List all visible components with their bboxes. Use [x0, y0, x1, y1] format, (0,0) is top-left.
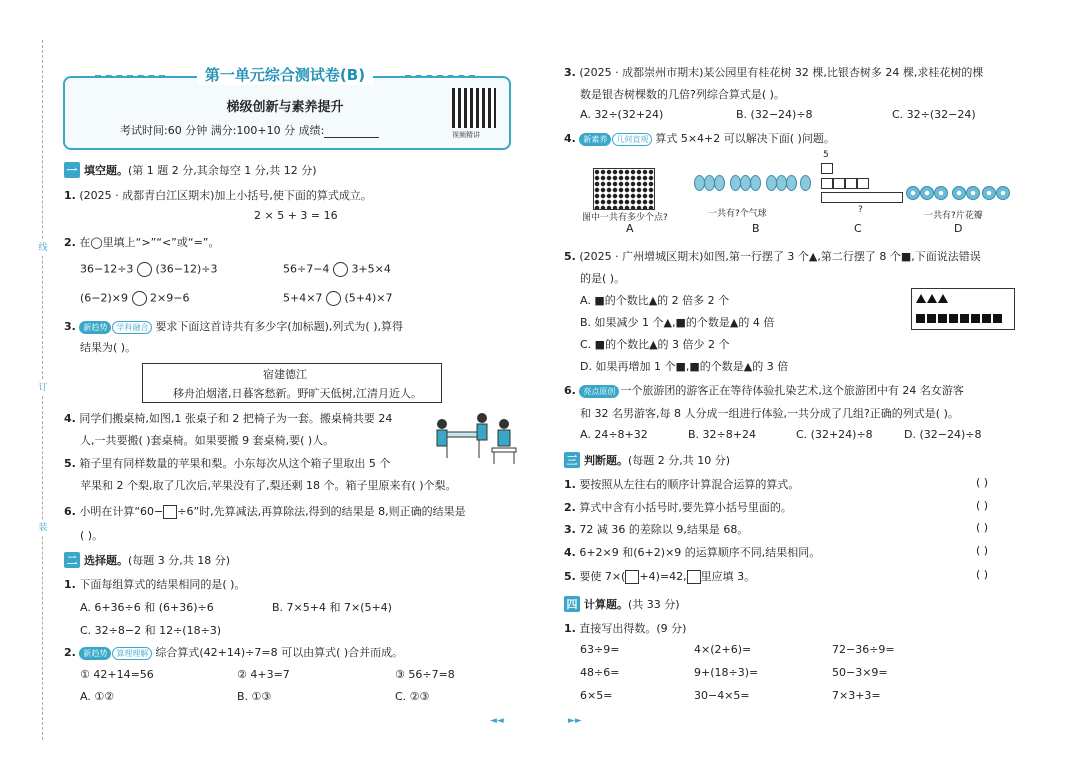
flower-icon — [934, 186, 948, 200]
square-icon — [949, 314, 958, 323]
question-number: 1. — [564, 478, 576, 491]
choice-option-b[interactable]: B. 7×5+4 和 7×(5+4) — [272, 601, 392, 614]
question-text: 里应填 3。 — [700, 570, 756, 583]
question-text: 和 32 名男游客,每 8 人分成一组进行体验,一共分成了几组?正确的列式是( )。 — [580, 407, 959, 420]
compare-item — [80, 291, 189, 306]
section-heading — [64, 552, 230, 568]
triangle-icon — [927, 294, 937, 303]
tag-badge: 学科融合 — [112, 321, 152, 334]
equation-item: ② 4+3=7 — [237, 668, 290, 681]
poem-text: 移舟泊烟渚,日暮客愁新。野旷天低树,江清月近人。 — [173, 387, 422, 400]
question-text: 箱子里有同样数量的苹果和梨。小东每次从这个箱子里取出 5 个 — [79, 457, 391, 470]
square-icon — [982, 314, 991, 323]
equation-item: ① 42+14=56 — [80, 668, 154, 681]
equation-item: ③ 56÷7=8 — [395, 668, 455, 681]
section-title: 判断题。 — [584, 454, 628, 467]
question-text: 算式中含有小括号时,要先算小括号里面的。 — [579, 501, 792, 514]
triangle-row — [916, 293, 949, 306]
qr-code-icon[interactable] — [452, 88, 496, 128]
choice-option-c[interactable]: C. ②③ — [395, 690, 430, 703]
question-text: 结果为( )。 — [80, 341, 137, 354]
bar-segment — [821, 178, 833, 189]
compare-circle[interactable] — [137, 262, 152, 277]
square-icon — [927, 314, 936, 323]
question-text: 算式 5×4+2 可以解决下面( )问题。 — [655, 132, 835, 145]
square-icon — [916, 314, 925, 323]
question-1 — [64, 187, 372, 203]
question-number: 2. — [64, 236, 76, 249]
title-decoration — [95, 75, 165, 77]
question-number: 5. — [64, 457, 76, 470]
question-text: ( )。 — [80, 529, 104, 542]
choice-option-c[interactable]: C. ■的个数比▲的 3 倍少 2 个 — [580, 338, 730, 351]
question-text: (2025 · 广州增城区期末)如图,第一行摆了 3 个▲,第二行摆了 8 个■,下面说法错误 — [579, 250, 981, 263]
calc-item: 48÷6= — [580, 666, 620, 679]
square-icon — [960, 314, 969, 323]
expr-right: (5+4)×7 — [344, 291, 393, 305]
title-bar — [95, 64, 475, 86]
compare-item — [283, 262, 391, 277]
calc-item: 7×3+3= — [832, 689, 881, 702]
expr-left: (6−2)×9 — [80, 291, 129, 305]
question-number: 5. — [564, 570, 576, 583]
question-number: 5. — [564, 250, 576, 263]
question-text: 6+2×9 和(6+2)×9 的运算顺序不同,结果相同。 — [579, 546, 821, 559]
qr-caption: 视频精讲 — [452, 131, 480, 139]
balloon-icon — [800, 175, 811, 191]
square-row — [916, 313, 1004, 326]
section-number: 四 — [564, 596, 580, 612]
question-number: 2. — [64, 646, 76, 659]
choice-option-a[interactable]: A. ①② — [80, 690, 115, 703]
score-blank[interactable] — [324, 127, 379, 138]
section-note: (共 33 分) — [628, 598, 680, 611]
page-subtitle: 梯级创新与素养提升 — [226, 100, 344, 115]
calc-item: 72−36÷9= — [832, 643, 895, 656]
question-text: 数是银杏树棵数的几倍?列综合算式是( )。 — [580, 88, 785, 101]
choice-option-b[interactable]: B. ①③ — [237, 690, 272, 703]
choice-option-a[interactable]: A. 32÷(32+24) — [580, 108, 664, 121]
question-number: 4. — [64, 412, 76, 425]
flower-icon — [906, 186, 920, 200]
question-text: (2025 · 成都崇州市期末)某公园里有桂花树 32 棵,比银杏树多 24 棵,求桂花树的棵 — [579, 66, 984, 79]
choice-option-a[interactable]: A. ■的个数比▲的 2 倍多 2 个 — [580, 294, 730, 307]
calc-item: 9+(18÷3)= — [694, 666, 759, 679]
question-text: 下面每组算式的结果相同的是( )。 — [79, 578, 246, 591]
choice-question-1 — [64, 576, 245, 592]
question-number: 2. — [564, 501, 576, 514]
question-number: 3. — [64, 320, 76, 333]
bar-segment — [821, 192, 903, 203]
section-title: 填空题。 — [84, 164, 128, 177]
question-number: 3. — [564, 66, 576, 79]
option-letter: D — [954, 222, 963, 235]
section-note: (第 1 题 2 分,其余每空 1 分,共 12 分) — [128, 164, 317, 177]
choice-option-b[interactable]: B. (32−24)÷8 — [736, 108, 813, 121]
question-text: ÷6”时,先算减法,再算除法,得到的结果是 8,则正确的结果是 — [177, 505, 466, 518]
expr-left: 36−12÷3 — [80, 262, 134, 276]
prev-page-icon[interactable]: ◄◄ — [490, 716, 504, 726]
question-4 — [64, 410, 392, 426]
question-text: 72 减 36 的差除以 9,结果是 68。 — [579, 523, 749, 536]
figure-caption: 图中一共有多少个点? — [582, 213, 668, 223]
expr-left: 56÷7−4 — [283, 262, 330, 276]
choice-option-c[interactable]: C. 32÷8−2 和 12÷(18÷3) — [80, 624, 222, 637]
judge-answer-paren[interactable]: ( ) — [976, 476, 989, 489]
section-heading — [64, 162, 317, 178]
question-number: 6. — [64, 505, 76, 518]
bar-segment — [845, 178, 857, 189]
question-text: 小明在计算“60− — [79, 505, 164, 518]
bar-segment — [857, 178, 869, 189]
square-icon — [971, 314, 980, 323]
poem-box — [142, 363, 442, 403]
binding-tag: 线 — [36, 240, 50, 256]
question-number: 4. — [564, 132, 576, 145]
choice-option-c[interactable]: C. (32+24)÷8 — [796, 428, 873, 441]
choice-option-a[interactable]: A. 6+36÷6 和 (6+36)÷6 — [80, 601, 214, 614]
square-icon — [993, 314, 1002, 323]
tag-badge: 算理理解 — [112, 647, 152, 660]
judge-answer-paren[interactable]: ( ) — [976, 568, 989, 581]
figure-caption: 一共有?个气球 — [708, 209, 767, 219]
answer-box[interactable] — [163, 505, 177, 519]
students-carrying-desk-image — [432, 410, 522, 466]
flower-icon — [996, 186, 1010, 200]
question-text: 直接写出得数。(9 分) — [579, 622, 687, 635]
section-title: 计算题。 — [584, 598, 628, 611]
question-5 — [64, 455, 390, 471]
figure-caption: 一共有?片花瓣 — [924, 211, 983, 221]
square-icon — [938, 314, 947, 323]
question-text: 要使 7×( — [579, 570, 626, 583]
option-letter: C — [854, 222, 862, 235]
question-text: 同学们搬桌椅,如图,1 张桌子和 2 把椅子为一套。搬桌椅共要 24 — [79, 412, 393, 425]
question-number: 1. — [564, 622, 576, 635]
question-3 — [64, 318, 403, 334]
question-expression: 2 × 5 + 3 = 16 — [254, 209, 338, 222]
choice-option-b[interactable]: B. 32÷8+24 — [688, 428, 756, 441]
expr-right: (36−12)÷3 — [155, 262, 218, 276]
compare-circle[interactable] — [333, 262, 348, 277]
next-page-icon[interactable]: ►► — [568, 716, 582, 726]
tag-badge: 亮点原创 — [579, 385, 619, 398]
flower-icon — [982, 186, 996, 200]
option-letter: A — [626, 222, 634, 235]
expr-left: 5+4×7 — [283, 291, 323, 305]
question-text: +4)=42, — [639, 570, 687, 583]
triangle-icon — [916, 294, 926, 303]
choice-option-a[interactable]: A. 24÷8+32 — [580, 428, 648, 441]
balloon-icon — [750, 175, 761, 191]
flower-icon — [920, 186, 934, 200]
question-text: 在◯里填上“>”“<”或“=”。 — [79, 236, 220, 249]
judge-answer-paren[interactable]: ( ) — [976, 499, 989, 512]
question-4 — [564, 130, 835, 146]
right-page — [540, 0, 1080, 772]
bar-segment — [821, 163, 833, 174]
shapes-figure — [911, 288, 1015, 330]
page-title: 第一单元综合测试卷(B) — [197, 64, 373, 85]
title-decoration — [405, 75, 475, 77]
compare-circle[interactable] — [132, 291, 147, 306]
poem-title: 宿建德江 — [263, 368, 307, 381]
section-number: 二 — [64, 552, 80, 568]
question-text: 综合算式(42+14)÷7=8 可以由算式( )合并而成。 — [155, 646, 404, 659]
choice-option-c[interactable]: C. 32÷(32−24) — [892, 108, 976, 121]
question-2 — [64, 234, 220, 250]
tag-badge: 几何直观 — [612, 133, 652, 146]
question-number: 3. — [564, 523, 576, 536]
option-letter: B — [752, 222, 760, 235]
question-number: 1. — [64, 189, 76, 202]
question-3 — [564, 64, 983, 80]
choice-option-d[interactable]: D. (32−24)÷8 — [904, 428, 982, 441]
section-note: (每题 3 分,共 18 分) — [128, 554, 231, 567]
section-number: 一 — [64, 162, 80, 178]
question-text: 一个旅游团的游客正在等待体验扎染艺术,这个旅游团中有 24 名女游客 — [620, 384, 964, 397]
expr-right: 3+5×4 — [351, 262, 391, 276]
binding-tag: 装 — [36, 520, 50, 536]
expr-right: 2×9−6 — [150, 291, 190, 305]
triangle-icon — [938, 294, 948, 303]
compare-item — [80, 262, 217, 277]
dot-grid-image — [593, 168, 655, 210]
question-text: (2025 · 成都青白江区期末)加上小括号,使下面的算式成立。 — [79, 189, 372, 202]
tag-badge: 新趋势 — [79, 647, 111, 660]
judge-answer-paren[interactable]: ( ) — [976, 521, 989, 534]
calc-item: 4×(2+6)= — [694, 643, 752, 656]
exam-info — [120, 122, 379, 138]
tag-badge: 新素养 — [579, 133, 611, 146]
choice-question-2 — [64, 644, 403, 660]
tag-badge: 新趋势 — [79, 321, 111, 334]
compare-item — [283, 291, 392, 306]
compare-circle[interactable] — [326, 291, 341, 306]
figure-caption: ? — [858, 205, 863, 215]
calc-item: 6×5= — [580, 689, 613, 702]
flower-icon — [966, 186, 980, 200]
choice-option-d[interactable]: D. 如果再增加 1 个■,■的个数是▲的 3 倍 — [580, 360, 789, 373]
calc-item: 30−4×5= — [694, 689, 750, 702]
question-number: 6. — [564, 384, 576, 397]
bar-segment — [833, 178, 845, 189]
binding-tag: 订 — [36, 380, 50, 396]
bar-label: 5 — [823, 150, 829, 160]
question-text: 苹果和 2 个梨,取了几次后,苹果没有了,梨还剩 18 个。箱子里原来有( )个梨。 — [80, 479, 457, 492]
flower-icon — [952, 186, 966, 200]
section-note: (每题 2 分,共 10 分) — [628, 454, 731, 467]
choice-option-b[interactable]: B. 如果减少 1 个▲,■的个数是▲的 4 倍 — [580, 316, 775, 329]
balloon-icon — [786, 175, 797, 191]
question-text: 的是( )。 — [580, 272, 626, 285]
calc-item: 63÷9= — [580, 643, 620, 656]
question-number: 1. — [64, 578, 76, 591]
judge-answer-paren[interactable]: ( ) — [976, 544, 989, 557]
balloon-icon — [714, 175, 725, 191]
question-text: 要求下面这首诗共有多少字(加标题),列式为( ),算得 — [155, 320, 403, 333]
question-text: 人,一共要搬( )套桌椅。如果要搬 9 套桌椅,要( )人。 — [80, 434, 335, 447]
question-text: 要按照从左往右的顺序计算混合运算的算式。 — [579, 478, 800, 491]
section-title: 选择题。 — [84, 554, 128, 567]
calc-item: 50−3×9= — [832, 666, 888, 679]
exam-info-text: 考试时间:60 分钟 满分:100+10 分 成绩: — [120, 124, 325, 137]
section-number: 三 — [564, 452, 580, 468]
question-number: 4. — [564, 546, 576, 559]
question-6 — [64, 503, 466, 519]
